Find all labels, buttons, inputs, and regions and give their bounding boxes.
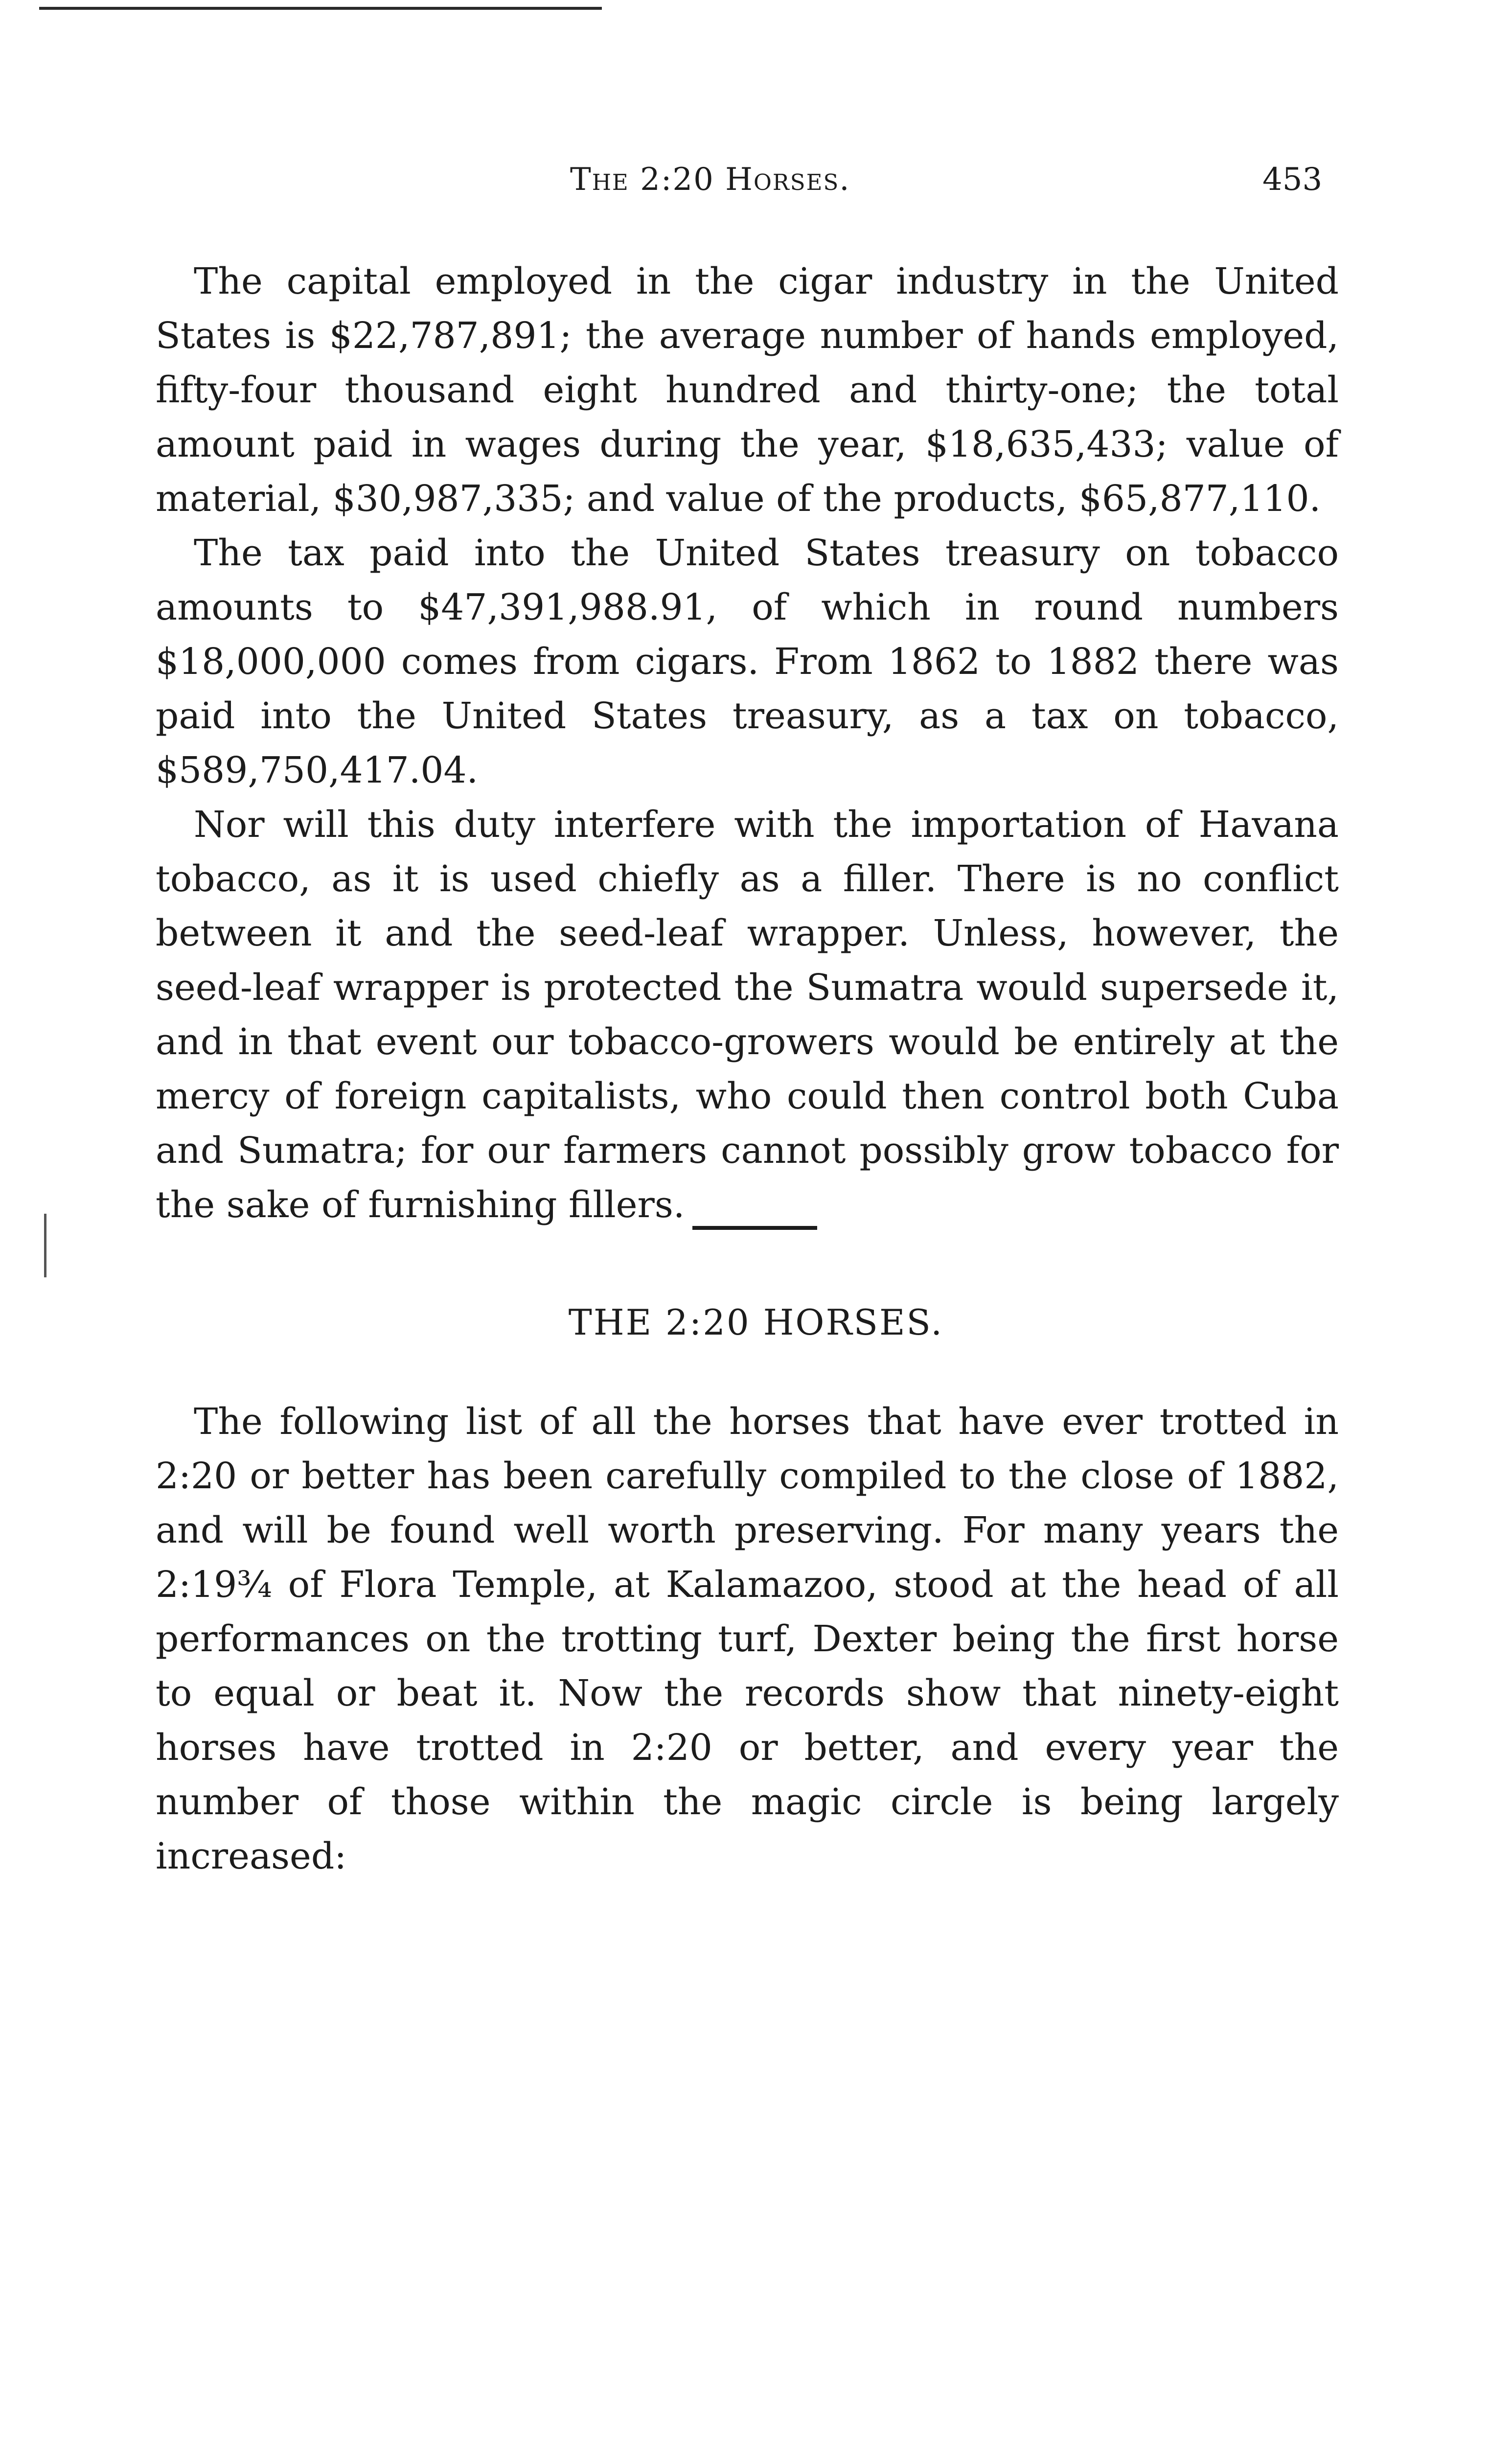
section-divider bbox=[692, 1226, 817, 1230]
section-heading: THE 2:20 HORSES. bbox=[568, 1302, 944, 1343]
horses-section bbox=[156, 1395, 1339, 1884]
top-edge-rule bbox=[39, 7, 602, 10]
paragraph-capital: The capital employed in the cigar industry in the United States is $22,787,891; the average number of hands employed, fifty-four thousand eight hundred and thirty-one; the total amount paid in wages during the year, $18,635,433; value of material, $30,987,335; and value of the products, $65,877,110. bbox=[156, 260, 1339, 520]
running-title: The 2:20 Horses. bbox=[570, 162, 850, 198]
paragraph-tax: The tax paid into the United States treasury on tobacco amounts to $47,391,988.91, of which in round numbers $18,000,000 comes from cigars. From 1862 to 1882 there was paid into the United States treasury, as a tax on tobacco, $589,750,417.04. bbox=[156, 532, 1339, 791]
paragraph-havana: Nor will this duty interfere with the importation of Havana tobacco, as it is used chiefly as a filler. There is no conflict between it and the seed-leaf wrapper. Unless, however, the seed-leaf wrapper is protected the Sumatra would supersede it, and in that event our tobacco-growers would be entirely at the mercy of foreign capitalists, who could then control both Cuba and Sumatra; for our farmers cannot possibly grow tobacco for the sake of furnishing fillers. bbox=[156, 804, 1339, 1226]
margin-mark bbox=[44, 1214, 46, 1277]
page-number: 453 bbox=[1262, 162, 1323, 198]
running-header bbox=[0, 162, 1512, 215]
paragraph-horses-intro: The following list of all the horses that have ever trotted in 2:20 or better has been carefully compiled to the close of 1882, and will be found well worth preserving. For many years the 2:19¾ of Flora Temple, at Kalamazoo, stood at the head of all performances on the trotting turf, Dexter being the first horse to equal or beat it. Now the records show that ninety-eight horses have trotted in 2:20 or better, and every year the number of those within the magic circle is being largely increased: bbox=[156, 1401, 1339, 1877]
cigar-industry-section bbox=[156, 254, 1339, 1232]
